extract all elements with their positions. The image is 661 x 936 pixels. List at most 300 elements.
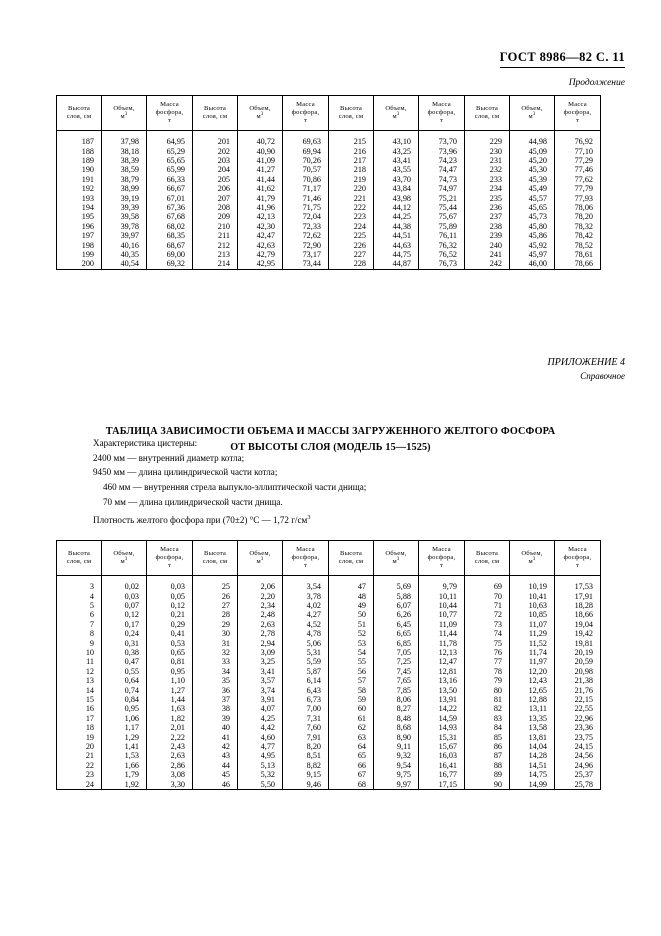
cell-volume: 2,06: [238, 576, 283, 592]
cell-height: 5: [89, 600, 94, 610]
density-text: Плотность желтого фосфора при (70±2) °С — 1,72 г/см: [93, 514, 308, 525]
header-line: Объем,: [521, 550, 543, 558]
cell-volume: 3,25: [238, 657, 283, 666]
cell-volume: 6,45: [374, 620, 419, 629]
cell-mass: 68,02: [147, 222, 193, 231]
cell-mass: 11,78: [419, 639, 465, 648]
cell-volume: 41,79: [238, 194, 283, 203]
cell-height: 82: [465, 704, 510, 713]
header-line: Высота: [475, 550, 499, 558]
cell-volume: 44,63: [374, 241, 419, 250]
cell-mass: 72,04: [283, 212, 329, 221]
cell-height: 222: [329, 203, 374, 212]
cell-mass: 1,10: [147, 676, 193, 685]
header-line: фосфора,: [155, 554, 184, 562]
cell-height: 11: [86, 657, 94, 667]
cell-height: 21: [85, 751, 94, 761]
cell-mass: 8,82: [283, 761, 329, 770]
cell-volume: 39,19: [102, 194, 147, 203]
cell-height: 205: [193, 175, 238, 184]
cell-height: 79: [465, 676, 510, 685]
cell-height: 209: [193, 212, 238, 221]
cell-mass: 16,41: [419, 761, 465, 770]
cell-height: 55: [329, 657, 374, 666]
cell-mass: 77,79: [555, 184, 601, 193]
cell-mass: 20,98: [555, 667, 601, 676]
cell-volume: 5,50: [238, 780, 283, 790]
table-row: [57, 165, 601, 174]
table-row: [57, 194, 601, 203]
cell-volume: 0,24: [102, 629, 147, 638]
cell-volume: 10,85: [510, 610, 555, 619]
cell-height: 232: [465, 165, 510, 174]
cell-height: 227: [329, 250, 374, 259]
column-header-volume: [238, 96, 283, 131]
header-line: фосфора,: [291, 109, 320, 117]
cell-mass: 67,68: [147, 212, 193, 221]
cell-volume: 5,88: [374, 592, 419, 601]
header-line: Масса: [432, 101, 451, 108]
cell-volume: 14,04: [510, 742, 555, 751]
cell-volume: 6,65: [374, 629, 419, 638]
cell-height: 33: [193, 657, 238, 666]
cell-mass: 74,73: [419, 175, 465, 184]
cell-height: 29: [193, 620, 238, 629]
cell-volume: 2,63: [238, 620, 283, 629]
cell-mass: 11,44: [419, 629, 465, 638]
cell-volume: 41,62: [238, 184, 283, 193]
header-line: Масса: [160, 101, 179, 108]
cell-mass: 76,52: [419, 250, 465, 259]
cell-height: 52: [329, 629, 374, 638]
cell-mass: 6,73: [283, 695, 329, 704]
cell-mass: 25,37: [555, 770, 601, 779]
cell-height: 204: [193, 165, 238, 174]
cell-height: 30: [193, 629, 238, 638]
cell-volume: 5,69: [374, 576, 419, 592]
cell-mass: 9,79: [419, 576, 465, 592]
cell-height: 19: [85, 732, 94, 742]
cell-mass: 78,20: [555, 212, 601, 221]
header-line: Масса: [160, 546, 179, 553]
cell-height: 229: [465, 131, 510, 147]
cell-volume: 10,41: [510, 592, 555, 601]
header-line: Объем,: [249, 105, 271, 113]
cell-volume: 4,42: [238, 723, 283, 732]
cell-height: 83: [465, 714, 510, 723]
cell-volume: 44,25: [374, 212, 419, 221]
cell-height: 211: [193, 231, 238, 240]
column-header-mass: [555, 96, 601, 131]
standard-number: ГОСТ 8986—82 С. 11: [499, 50, 625, 64]
cell-mass: 3,54: [283, 576, 329, 592]
cell-volume: 3,74: [238, 686, 283, 695]
cell-mass: 78,66: [555, 259, 601, 269]
cell-mass: 10,77: [419, 610, 465, 619]
cell-mass: 69,63: [283, 131, 329, 147]
numeric-table: [56, 540, 601, 790]
unit-exponent: 3: [532, 111, 536, 117]
cell-volume: 42,47: [238, 231, 283, 240]
cell-mass: 72,62: [283, 231, 329, 240]
header-line: слоя, см: [202, 558, 228, 566]
cell-volume: 45,97: [510, 250, 555, 259]
cell-volume: 42,63: [238, 241, 283, 250]
cell-height: 85: [465, 733, 510, 742]
column-header-mass: [419, 96, 465, 131]
table-row: [57, 147, 601, 156]
table-row: [57, 156, 601, 165]
table-row: [57, 620, 601, 629]
cell-volume: 44,12: [374, 203, 419, 212]
cell-height: 81: [465, 695, 510, 704]
cell-height: 35: [193, 676, 238, 685]
cell-height: 64: [329, 742, 374, 751]
cell-mass: 9,15: [283, 770, 329, 779]
cell-volume: 13,81: [510, 733, 555, 742]
table-row: [57, 601, 601, 610]
cell-mass: 3,30: [147, 780, 193, 790]
cell-mass: 24,96: [555, 761, 601, 770]
cell-mass: 77,46: [555, 165, 601, 174]
cell-height: 8: [89, 629, 94, 639]
cell-height: 76: [465, 648, 510, 657]
cell-volume: 41,09: [238, 156, 283, 165]
characteristics-heading: Характеристика цистерны:: [93, 438, 198, 448]
cell-height: 48: [329, 592, 374, 601]
table-row: [57, 780, 601, 790]
cell-volume: 43,10: [374, 131, 419, 147]
cell-height: 13: [85, 676, 94, 686]
cell-height: 199: [81, 249, 94, 259]
header-line: $м^3$: [120, 556, 128, 566]
cell-mass: 2,63: [147, 751, 193, 760]
cell-volume: 45,80: [510, 222, 555, 231]
cell-height: 15: [85, 694, 94, 704]
cell-volume: 3,57: [238, 676, 283, 685]
table-row: [57, 733, 601, 742]
cell-mass: 74,97: [419, 184, 465, 193]
column-header-height: [193, 541, 238, 576]
cell-volume: 12,88: [510, 695, 555, 704]
column-header-mass: [419, 541, 465, 576]
density-exponent: 3: [307, 513, 311, 521]
cell-mass: 76,73: [419, 259, 465, 269]
cell-volume: 0,02: [102, 576, 147, 592]
cell-mass: 67,01: [147, 194, 193, 203]
cell-volume: 43,98: [374, 194, 419, 203]
cell-volume: 0,55: [102, 667, 147, 676]
header-line: т: [439, 562, 444, 570]
cell-volume: 9,32: [374, 751, 419, 760]
cell-volume: 12,43: [510, 676, 555, 685]
cell-volume: 4,95: [238, 751, 283, 760]
table-row: [57, 657, 601, 666]
cell-volume: 39,78: [102, 222, 147, 231]
cell-height: 202: [193, 147, 238, 156]
cell-mass: 0,29: [147, 620, 193, 629]
cell-volume: 40,35: [102, 250, 147, 259]
column-header-volume: [238, 541, 283, 576]
table-row: [57, 676, 601, 685]
cell-volume: 41,44: [238, 175, 283, 184]
cell-height: 31: [193, 639, 238, 648]
column-header-mass: [147, 541, 193, 576]
cell-height: 194: [81, 202, 94, 212]
cell-mass: 17,15: [419, 780, 465, 790]
header-line: $м^3$: [528, 111, 536, 121]
cell-volume: 0,95: [102, 704, 147, 713]
header-line: Высота: [339, 105, 363, 113]
cell-volume: 0,03: [102, 592, 147, 601]
cell-mass: 10,11: [419, 592, 465, 601]
cell-volume: 45,09: [510, 147, 555, 156]
cell-mass: 1,82: [147, 714, 193, 723]
cell-volume: 45,65: [510, 203, 555, 212]
header-line: Масса: [296, 101, 315, 108]
cell-mass: 0,03: [147, 576, 193, 592]
cell-height: 68: [329, 780, 374, 790]
cell-mass: 65,99: [147, 165, 193, 174]
cell-mass: 24,15: [555, 742, 601, 751]
cell-volume: 44,98: [510, 131, 555, 147]
cell-height: 34: [193, 667, 238, 676]
table-row: [57, 686, 601, 695]
header-line: т: [303, 117, 308, 125]
header-line: слоя, см: [474, 113, 500, 121]
cell-volume: 45,49: [510, 184, 555, 193]
header-line: Объем,: [113, 105, 135, 113]
cell-height: 43: [193, 751, 238, 760]
cell-mass: 77,29: [555, 156, 601, 165]
cell-height: 197: [81, 231, 94, 241]
cell-mass: 22,15: [555, 695, 601, 704]
cell-height: 36: [193, 686, 238, 695]
cell-height: 63: [329, 733, 374, 742]
cell-height: 44: [193, 761, 238, 770]
unit-exponent: 3: [124, 111, 128, 117]
cell-height: 49: [329, 601, 374, 610]
cell-volume: 44,38: [374, 222, 419, 231]
cell-volume: 7,65: [374, 676, 419, 685]
header-line: слоя, см: [474, 558, 500, 566]
cell-height: 226: [329, 241, 374, 250]
cell-height: 233: [465, 175, 510, 184]
cell-volume: 45,30: [510, 165, 555, 174]
cell-volume: 41,96: [238, 203, 283, 212]
cell-volume: 0,84: [102, 695, 147, 704]
table-row: [57, 592, 601, 601]
cell-height: 236: [465, 203, 510, 212]
cell-mass: 66,67: [147, 184, 193, 193]
cell-mass: 3,78: [283, 592, 329, 601]
table-row: [57, 648, 601, 657]
header-line: Объем,: [113, 550, 135, 558]
cell-mass: 1,44: [147, 695, 193, 704]
cell-volume: 2,34: [238, 601, 283, 610]
cell-height: 241: [465, 250, 510, 259]
cell-height: 225: [329, 231, 374, 240]
cell-mass: 5,06: [283, 639, 329, 648]
cell-mass: 75,44: [419, 203, 465, 212]
appendix-table-title-line1: ТАБЛИЦА ЗАВИСИМОСТИ ОБЪЕМА И МАССЫ ЗАГРУЖЕННОГО ЖЕЛТОГО ФОСФОРА: [105, 426, 556, 437]
cell-mass: 0,41: [147, 629, 193, 638]
cell-mass: 69,00: [147, 250, 193, 259]
cell-height: 206: [193, 184, 238, 193]
cell-height: 80: [465, 686, 510, 695]
cell-height: 212: [193, 241, 238, 250]
header-line: Масса: [432, 546, 451, 553]
cell-volume: 9,54: [374, 761, 419, 770]
cell-volume: 45,86: [510, 231, 555, 240]
cell-height: 69: [465, 576, 510, 592]
cell-mass: 75,89: [419, 222, 465, 231]
cell-volume: 0,17: [102, 620, 147, 629]
cell-height: 4: [89, 591, 94, 601]
cell-volume: 43,25: [374, 147, 419, 156]
cell-height: 90: [465, 780, 510, 790]
cell-volume: 44,75: [374, 250, 419, 259]
header-rule: [500, 67, 625, 68]
cell-mass: 71,17: [283, 184, 329, 193]
table-row: [57, 742, 601, 751]
cell-mass: 2,86: [147, 761, 193, 770]
cell-height: 223: [329, 212, 374, 221]
cell-mass: 12,47: [419, 657, 465, 666]
column-header-height: [465, 96, 510, 131]
cell-mass: 73,96: [419, 147, 465, 156]
header-line: слоя, см: [202, 113, 228, 121]
cell-height: 41: [193, 733, 238, 742]
cell-mass: 77,93: [555, 194, 601, 203]
cell-volume: 13,58: [510, 723, 555, 732]
cell-height: 84: [465, 723, 510, 732]
cell-volume: 43,70: [374, 175, 419, 184]
cell-volume: 11,29: [510, 629, 555, 638]
cell-height: 193: [81, 193, 94, 203]
cell-mass: 15,31: [419, 733, 465, 742]
cell-mass: 4,78: [283, 629, 329, 638]
cell-mass: 19,81: [555, 639, 601, 648]
header-line: т: [439, 117, 444, 125]
header-line: т: [167, 562, 172, 570]
characteristics-line-3: 460 мм — внутренняя стрела выпукло-эллиптической части днища;: [103, 482, 367, 493]
cell-mass: 69,32: [147, 259, 193, 269]
cell-volume: 9,75: [374, 770, 419, 779]
cell-mass: 67,36: [147, 203, 193, 212]
table-row: [57, 241, 601, 250]
cell-volume: 38,39: [102, 156, 147, 165]
cell-volume: 1,66: [102, 761, 147, 770]
cell-mass: 78,32: [555, 222, 601, 231]
cell-height: 23: [85, 770, 94, 780]
header-line: Высота: [475, 105, 499, 113]
cell-mass: 0,21: [147, 610, 193, 619]
unit-exponent: 3: [124, 556, 128, 562]
cell-volume: 10,19: [510, 576, 555, 592]
cell-mass: 76,32: [419, 241, 465, 250]
cell-volume: 42,13: [238, 212, 283, 221]
cell-height: 191: [81, 174, 94, 184]
cell-volume: 0,64: [102, 676, 147, 685]
cell-mass: 0,05: [147, 592, 193, 601]
cell-mass: 0,53: [147, 639, 193, 648]
cell-volume: 2,48: [238, 610, 283, 619]
cell-mass: 14,93: [419, 723, 465, 732]
header-line: $м^3$: [392, 556, 400, 566]
cell-height: 188: [81, 146, 94, 156]
cell-volume: 7,05: [374, 648, 419, 657]
cell-height: 78: [465, 667, 510, 676]
cell-height: 239: [465, 231, 510, 240]
appendix-number: ПРИЛОЖЕНИЕ 4: [547, 357, 625, 368]
cell-volume: 1,79: [102, 770, 147, 779]
cell-mass: 18,28: [555, 601, 601, 610]
unit-exponent: 3: [260, 111, 264, 117]
cell-volume: 2,94: [238, 639, 283, 648]
cell-volume: 43,55: [374, 165, 419, 174]
numeric-table: [56, 95, 601, 270]
cell-mass: 2,43: [147, 742, 193, 751]
cell-height: 10: [85, 647, 94, 657]
header-line: фосфора,: [155, 109, 184, 117]
cell-mass: 77,62: [555, 175, 601, 184]
header-line: $м^3$: [120, 111, 128, 121]
header-line: Объем,: [385, 105, 407, 113]
cell-volume: 0,47: [102, 657, 147, 666]
cell-mass: 14,22: [419, 704, 465, 713]
table-appendix4: [56, 540, 601, 790]
cell-height: 32: [193, 648, 238, 657]
cell-volume: 39,97: [102, 231, 147, 240]
header-line: фосфора,: [427, 109, 456, 117]
cell-mass: 17,91: [555, 592, 601, 601]
cell-height: 187: [81, 137, 94, 147]
cell-height: 70: [465, 592, 510, 601]
cell-volume: 3,91: [238, 695, 283, 704]
table-continuation: [56, 95, 601, 270]
cell-volume: 39,58: [102, 212, 147, 221]
cell-height: 38: [193, 704, 238, 713]
header-line: фосфора,: [563, 109, 592, 117]
cell-mass: 66,33: [147, 175, 193, 184]
cell-mass: 8,51: [283, 751, 329, 760]
cell-volume: 6,85: [374, 639, 419, 648]
cell-volume: 37,98: [102, 131, 147, 147]
cell-mass: 13,16: [419, 676, 465, 685]
cell-height: 86: [465, 742, 510, 751]
characteristics-line-4: 70 мм — длина цилиндрической части днища.: [103, 496, 283, 507]
cell-height: 18: [85, 723, 94, 733]
characteristics-line-1: 2400 мм — внутренний диаметр котла;: [93, 452, 245, 463]
cell-volume: 1,92: [102, 780, 147, 790]
header-line: Масса: [296, 546, 315, 553]
header-line: Высота: [203, 550, 227, 558]
cell-height: 231: [465, 156, 510, 165]
cell-volume: 4,07: [238, 704, 283, 713]
cell-volume: 13,35: [510, 714, 555, 723]
cell-mass: 71,75: [283, 203, 329, 212]
unit-exponent: 3: [260, 556, 264, 562]
cell-mass: 75,21: [419, 194, 465, 203]
column-header-mass: [283, 96, 329, 131]
cell-height: 25: [193, 576, 238, 592]
unit-exponent: 3: [396, 111, 400, 117]
cell-height: 24: [85, 779, 94, 789]
appendix-table-title-line2: ОТ ВЫСОТЫ СЛОЯ (МОДЕЛЬ 15—1525): [230, 441, 431, 453]
header-line: т: [303, 562, 308, 570]
cell-height: 219: [329, 175, 374, 184]
